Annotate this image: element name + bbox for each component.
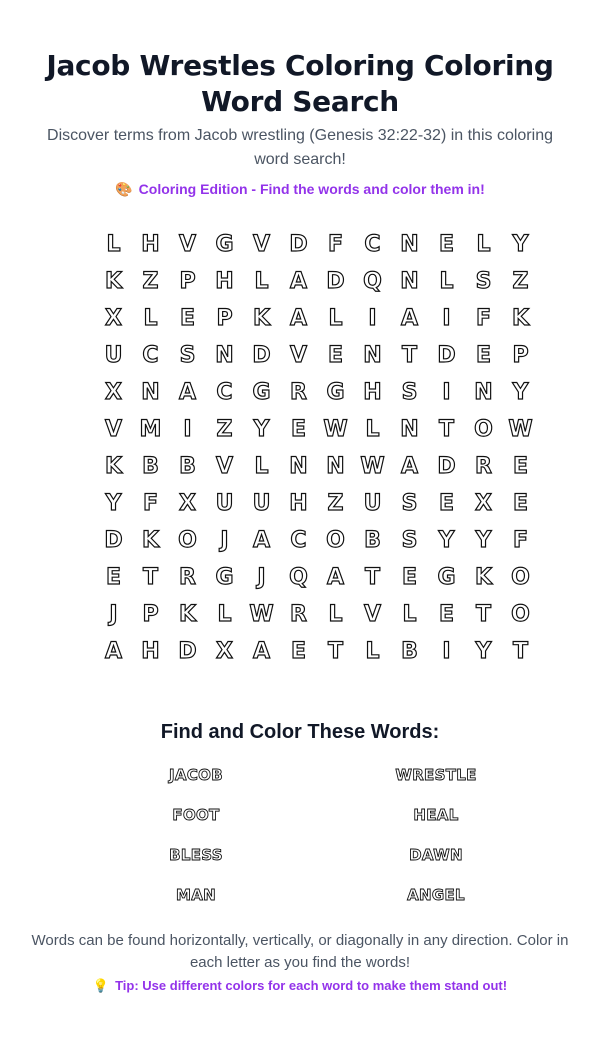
grid-cell[interactable]: N	[215, 343, 234, 368]
grid-cell[interactable]: T	[401, 343, 417, 368]
grid-cell[interactable]: P	[179, 269, 196, 294]
grid-cell[interactable]: Z	[327, 491, 344, 516]
grid-cell[interactable]: X	[475, 491, 492, 516]
grid-cell[interactable]: E	[512, 454, 529, 479]
grid-cell[interactable]: N	[363, 343, 382, 368]
word-list-item: MAN	[176, 886, 216, 904]
grid-cell[interactable]: L	[328, 602, 343, 627]
grid-cell[interactable]: Y	[512, 232, 529, 257]
page-title: Jacob Wrestles Coloring Coloring Word Search	[46, 49, 554, 118]
grid-cell[interactable]: U	[215, 491, 234, 516]
grid-cell[interactable]: L	[365, 639, 380, 664]
grid-cell[interactable]: M	[139, 417, 162, 442]
grid-cell[interactable]: T	[512, 639, 528, 664]
tip-banner	[20, 977, 580, 995]
grid-cell[interactable]: N	[400, 269, 419, 294]
grid-cell[interactable]: Y	[438, 528, 455, 553]
word-list-item: FOOT	[172, 806, 220, 824]
grid-cell[interactable]: L	[106, 232, 121, 257]
grid-cell[interactable]: H	[363, 380, 382, 405]
grid-cell[interactable]: C	[290, 528, 307, 553]
grid-cell[interactable]: A	[400, 306, 419, 331]
grid-cell[interactable]: S	[401, 380, 418, 405]
letter-grid	[95, 226, 539, 670]
page-description: Discover terms from Jacob wrestling (Genesis 32:22-32) in this coloring word search!	[47, 127, 553, 168]
grid-cell[interactable]: E	[438, 232, 455, 257]
lightbulb-icon: 💡	[92, 978, 110, 993]
grid-cell[interactable]: T	[438, 417, 454, 442]
grid-cell[interactable]: G	[437, 565, 456, 590]
grid-cell[interactable]: B	[401, 639, 418, 664]
word-list-item: WRESTLE	[395, 766, 477, 784]
grid-cell[interactable]: I	[442, 306, 451, 331]
grid-cell[interactable]: U	[252, 491, 271, 516]
grid-cell[interactable]: S	[401, 528, 418, 553]
instructions-text: Words can be found horizontally, vertically, or diagonally in any direction. Color in each letter as you find the words!	[31, 932, 569, 971]
grid-cell[interactable]: Q	[363, 269, 382, 294]
grid-cell[interactable]: W	[323, 417, 348, 442]
grid-cell[interactable]: A	[289, 306, 308, 331]
grid-cell[interactable]: E	[512, 491, 529, 516]
grid-cell[interactable]: R	[290, 380, 307, 405]
grid-cell[interactable]: K	[141, 528, 160, 553]
grid-cell[interactable]: E	[475, 343, 492, 368]
grid-cell[interactable]: D	[289, 232, 308, 257]
grid-cell[interactable]: V	[178, 232, 197, 257]
grid-cell[interactable]: H	[289, 491, 308, 516]
grid-cell[interactable]: O	[474, 417, 493, 442]
grid-cell[interactable]: F	[512, 528, 529, 553]
grid-cell[interactable]: C	[364, 232, 381, 257]
grid-cell[interactable]: E	[438, 491, 455, 516]
grid-cell[interactable]: P	[142, 602, 159, 627]
grid-cell[interactable]: E	[401, 565, 418, 590]
grid-cell[interactable]: A	[252, 639, 271, 664]
grid-cell[interactable]: V	[104, 417, 123, 442]
grid-cell[interactable]: L	[476, 232, 491, 257]
grid-cell[interactable]: Y	[475, 528, 492, 553]
word-list-item: JACOB	[169, 766, 223, 784]
grid-cell[interactable]: G	[215, 232, 234, 257]
grid-cell[interactable]: D	[104, 528, 123, 553]
grid-cell[interactable]: K	[178, 602, 197, 627]
word-list-item: DAWN	[409, 846, 463, 864]
grid-cell[interactable]: L	[143, 306, 158, 331]
grid-cell[interactable]: S	[179, 343, 196, 368]
grid-cell[interactable]: W	[360, 454, 385, 479]
grid-cell[interactable]: K	[252, 306, 271, 331]
grid-cell[interactable]: X	[105, 380, 122, 405]
grid-cell[interactable]: G	[215, 565, 234, 590]
grid-cell[interactable]: R	[290, 602, 307, 627]
grid-cell[interactable]: E	[290, 417, 307, 442]
grid-cell[interactable]: U	[363, 491, 382, 516]
grid-cell[interactable]: G	[326, 380, 345, 405]
palette-icon: 🎨	[115, 181, 133, 197]
grid-cell[interactable]: E	[327, 343, 344, 368]
grid-cell[interactable]: P	[512, 343, 529, 368]
grid-cell[interactable]: X	[216, 639, 233, 664]
grid-cell[interactable]: N	[289, 454, 308, 479]
grid-cell[interactable]: F	[327, 232, 344, 257]
grid-cell[interactable]: F	[475, 306, 492, 331]
grid-cell[interactable]: P	[216, 306, 233, 331]
edition-banner	[40, 179, 560, 199]
grid-cell[interactable]: K	[104, 454, 123, 479]
grid-cell[interactable]: B	[179, 454, 196, 479]
grid-cell[interactable]: V	[215, 454, 234, 479]
grid-cell[interactable]: C	[216, 380, 233, 405]
grid-cell[interactable]: Q	[289, 565, 308, 590]
grid-cell[interactable]: Y	[512, 380, 529, 405]
grid-cell[interactable]: L	[402, 602, 417, 627]
grid-cell[interactable]: L	[439, 269, 454, 294]
grid-cell[interactable]: T	[142, 565, 158, 590]
grid-cell[interactable]: X	[105, 306, 122, 331]
grid-cell[interactable]: N	[400, 232, 419, 257]
word-list-item: ANGEL	[407, 886, 465, 904]
grid-cell[interactable]: J	[220, 528, 229, 553]
grid-cell[interactable]: T	[364, 565, 380, 590]
grid-cell[interactable]: N	[141, 380, 160, 405]
grid-cell[interactable]: D	[326, 269, 345, 294]
grid-cell[interactable]: H	[141, 232, 160, 257]
grid-cell[interactable]: E	[179, 306, 196, 331]
grid-cell[interactable]: E	[438, 602, 455, 627]
grid-cell[interactable]: B	[364, 528, 381, 553]
word-list-item: BLESS	[169, 846, 223, 864]
grid-cell[interactable]: J	[109, 602, 118, 627]
grid-cell[interactable]: V	[289, 343, 308, 368]
grid-cell[interactable]: Y	[475, 639, 492, 664]
grid-cell[interactable]: T	[327, 639, 343, 664]
grid-cell[interactable]: S	[475, 269, 492, 294]
grid-cell[interactable]: V	[363, 602, 382, 627]
grid-cell[interactable]: N	[474, 380, 493, 405]
grid-cell[interactable]: Z	[512, 269, 529, 294]
grid-cell[interactable]: O	[178, 528, 197, 553]
grid-cell[interactable]: K	[474, 565, 493, 590]
grid-cell[interactable]: D	[252, 343, 271, 368]
grid-cell[interactable]: O	[326, 528, 345, 553]
grid-cell[interactable]: E	[290, 639, 307, 664]
grid-cell[interactable]: G	[252, 380, 271, 405]
grid-cell[interactable]: R	[179, 565, 196, 590]
grid-cell[interactable]: L	[217, 602, 232, 627]
grid-cell[interactable]: D	[178, 639, 197, 664]
grid-cell[interactable]: O	[511, 602, 530, 627]
grid-cell[interactable]: C	[142, 343, 159, 368]
grid-cell[interactable]: Z	[142, 269, 159, 294]
grid-cell[interactable]: E	[105, 565, 122, 590]
grid-cell[interactable]: H	[141, 639, 160, 664]
grid-cell[interactable]: N	[400, 417, 419, 442]
grid-cell[interactable]: L	[254, 454, 269, 479]
grid-cell[interactable]: U	[104, 343, 123, 368]
grid-cell[interactable]: F	[142, 491, 159, 516]
grid-cell[interactable]: L	[254, 269, 269, 294]
grid-cell[interactable]: A	[400, 454, 419, 479]
grid-cell[interactable]: L	[328, 306, 343, 331]
grid-cell[interactable]: Y	[105, 491, 122, 516]
grid-cell[interactable]: B	[142, 454, 159, 479]
word-list	[76, 762, 556, 922]
grid-cell[interactable]: I	[183, 417, 192, 442]
grid-cell[interactable]: R	[475, 454, 492, 479]
grid-cell[interactable]: D	[437, 454, 456, 479]
edition-text: Coloring Edition - Find the words and color them in!	[138, 181, 485, 197]
grid-cell[interactable]: V	[252, 232, 271, 257]
grid-cell[interactable]: J	[257, 565, 266, 590]
grid-cell[interactable]: L	[365, 417, 380, 442]
grid-cell[interactable]: A	[252, 528, 271, 553]
grid-cell[interactable]: D	[437, 343, 456, 368]
grid-cell[interactable]: A	[178, 380, 197, 405]
grid-cell[interactable]: A	[104, 639, 123, 664]
grid-cell[interactable]: A	[289, 269, 308, 294]
grid-cell[interactable]: I	[442, 380, 451, 405]
grid-cell[interactable]: K	[104, 269, 123, 294]
grid-cell[interactable]: S	[401, 491, 418, 516]
grid-cell[interactable]: Z	[216, 417, 233, 442]
grid-cell[interactable]: W	[249, 602, 274, 627]
grid-cell[interactable]: I	[368, 306, 377, 331]
grid-cell[interactable]: K	[511, 306, 530, 331]
tip-text: Tip: Use different colors for each word to make them stand out!	[115, 978, 508, 993]
grid-cell[interactable]: O	[511, 565, 530, 590]
grid-cell[interactable]: N	[326, 454, 345, 479]
grid-cell[interactable]: I	[442, 639, 451, 664]
grid-cell[interactable]: T	[475, 602, 491, 627]
grid-cell[interactable]: Y	[253, 417, 270, 442]
grid-cell[interactable]: W	[508, 417, 533, 442]
word-list-item: HEAL	[413, 806, 459, 824]
word-list-title: Find and Color These Words:	[160, 721, 440, 743]
grid-cell[interactable]: A	[326, 565, 345, 590]
grid-cell[interactable]: H	[215, 269, 234, 294]
grid-cell[interactable]: X	[179, 491, 196, 516]
